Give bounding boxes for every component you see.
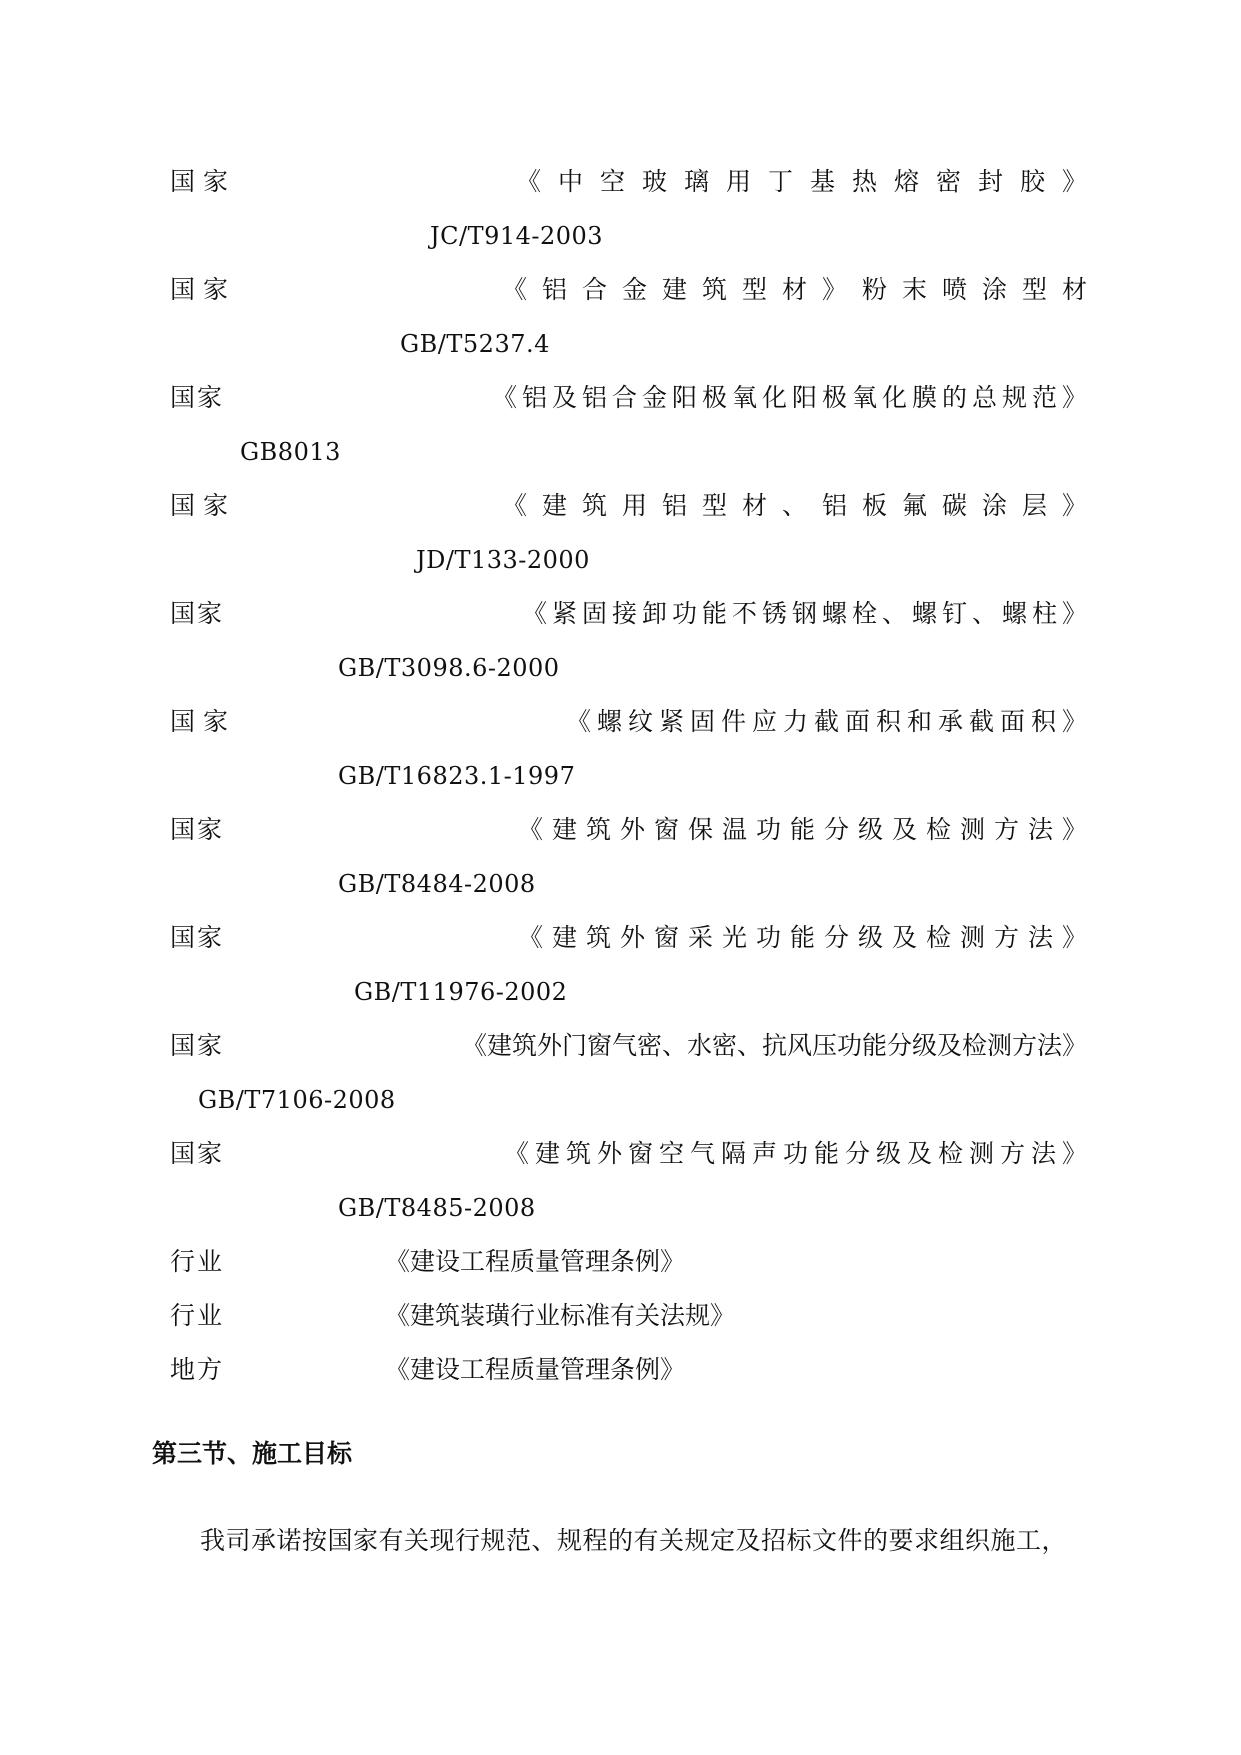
standard-title: 《建设工程质量管理条例》: [385, 1247, 686, 1276]
standard-code: JD/T133-2000: [416, 546, 590, 574]
standard-title: 《建筑外窗采光功能分级及检测方法》: [517, 923, 1096, 952]
standard-row: [0, 484, 1241, 528]
standard-title: 《建筑用铝型材、铝板氟碳涂层》: [501, 491, 1102, 520]
standard-code-row: [0, 538, 1241, 582]
standard-code: GB8013: [240, 438, 341, 466]
standard-code-row: [0, 430, 1241, 474]
standard-category: 国家: [170, 599, 225, 628]
standard-row: [0, 808, 1241, 852]
body-paragraph: 我司承诺按国家有关现行规范、规程的有关规定及招标文件的要求组织施工，: [200, 1526, 1068, 1555]
standard-category: 国家: [170, 815, 225, 844]
standard-code-row: [0, 646, 1241, 690]
standard-title: 《建筑外窗空气隔声功能分级及检测方法》: [503, 1139, 1093, 1168]
standard-code-row: [0, 754, 1241, 798]
standard-row: [0, 1240, 1241, 1284]
standard-row: [0, 1348, 1241, 1392]
standard-row: [0, 1132, 1241, 1176]
standard-category: 国家: [170, 707, 237, 736]
standard-row: [0, 160, 1241, 204]
standard-category: 国家: [170, 923, 225, 952]
standard-code: JC/T914-2003: [430, 222, 604, 250]
standard-title: 《铝及铝合金阳极氧化阳极氧化膜的总规范》: [491, 383, 1092, 412]
standard-title: 《紧固接卸功能不锈钢螺栓、螺钉、螺柱》: [521, 599, 1092, 628]
standard-category: 地方: [170, 1355, 225, 1384]
standard-row: [0, 376, 1241, 420]
standard-category: 国家: [170, 491, 237, 520]
standard-code-row: [0, 970, 1241, 1014]
section-heading: 第三节、施工目标: [152, 1439, 353, 1468]
standard-category: 行业: [170, 1247, 225, 1276]
standard-code: GB/T11976-2002: [354, 978, 568, 1006]
standard-code-row: [0, 322, 1241, 366]
standard-code: GB/T16823.1-1997: [338, 762, 576, 790]
standard-title: 《螺纹紧固件应力截面积和承截面积》: [565, 707, 1093, 736]
standard-row: [0, 916, 1241, 960]
standard-row: [0, 1024, 1241, 1068]
standard-category: 行业: [170, 1301, 225, 1330]
standard-code-row: [0, 1078, 1241, 1122]
standard-title: 《建筑外窗保温功能分级及检测方法》: [517, 815, 1096, 844]
standard-category: 国家: [170, 275, 237, 304]
standard-category: 国家: [170, 1031, 225, 1060]
standard-category: 国家: [170, 383, 225, 412]
standard-category: 国家: [170, 167, 237, 196]
standard-code: GB/T5237.4: [400, 330, 550, 358]
standard-code-row: [0, 214, 1241, 258]
standard-code: GB/T7106-2008: [198, 1086, 396, 1114]
standard-row: [0, 700, 1241, 744]
standard-row: [0, 1294, 1241, 1338]
standard-category: 国家: [170, 1139, 225, 1168]
standard-title: 《建筑外门窗气密、水密、抗风压功能分级及检测方法》: [461, 1031, 1087, 1060]
standard-code-row: [0, 862, 1241, 906]
standard-code: GB/T3098.6-2000: [338, 654, 560, 682]
standard-code: GB/T8485-2008: [338, 1194, 536, 1222]
standard-title: 《中空玻璃用丁基热熔密封胶》: [515, 167, 1104, 196]
standard-title: 《建筑装璜行业标准有关法规》: [385, 1301, 736, 1330]
standard-title: 《铝合金建筑型材》粉末喷涂型材: [501, 275, 1102, 304]
standard-row: [0, 592, 1241, 636]
standard-title: 《建设工程质量管理条例》: [385, 1355, 686, 1384]
standard-code: GB/T8484-2008: [338, 870, 536, 898]
standard-code-row: [0, 1186, 1241, 1230]
standard-row: [0, 268, 1241, 312]
